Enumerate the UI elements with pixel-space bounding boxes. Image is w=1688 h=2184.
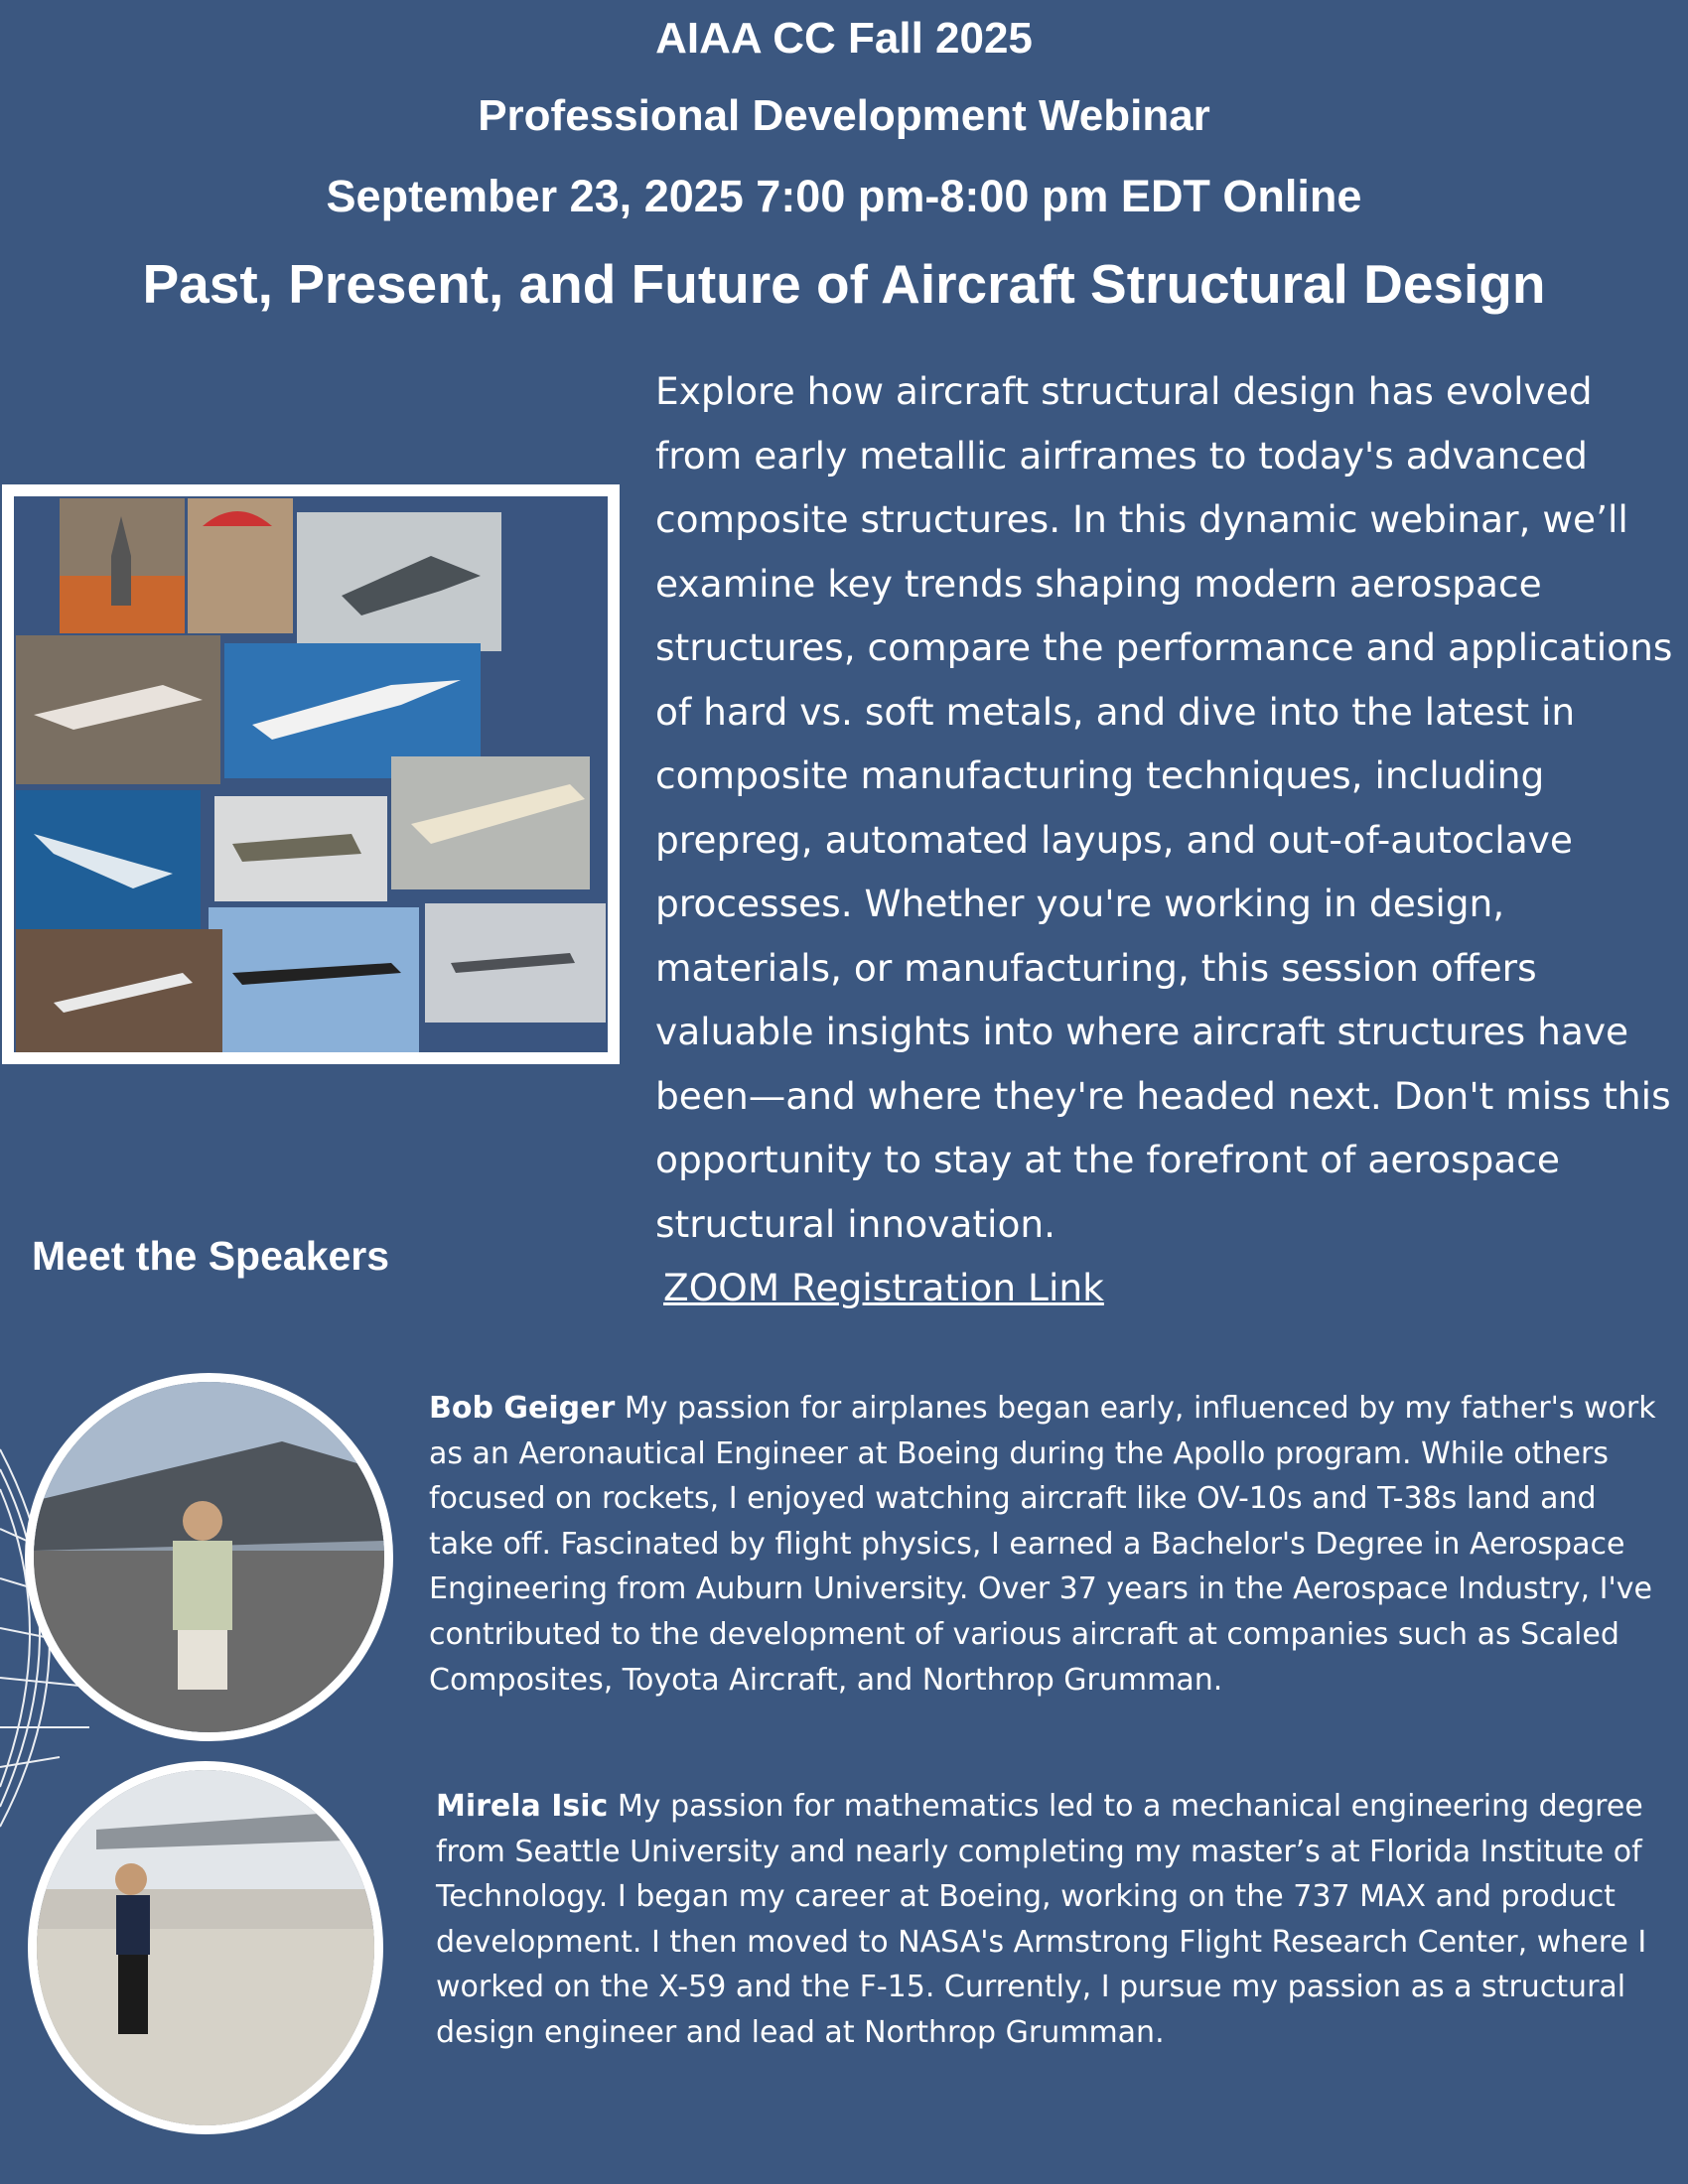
speaker-photo-mirela-isic <box>28 1761 383 2134</box>
event-datetime: September 23, 2025 7:00 pm-8:00 pm EDT Online <box>326 171 1362 221</box>
speakers-heading: Meet the Speakers <box>32 1233 390 1279</box>
speaker-photo-bob-geiger <box>25 1373 393 1741</box>
aircraft-collage-image <box>2 484 620 1064</box>
speaker-bio-mirela-isic <box>436 1784 1677 2056</box>
webinar-description: Explore how aircraft structural design has evolved from early metallic airframes to today's advanced composite structures. In this dynamic webinar, we’ll examine key trends shaping modern aerospace structures, compare the performance and applications of hard vs. soft metals, and dive into the latest in composite manufacturing techniques, including prepreg, automated layups, and out-of-autoclave processes. Whether you're working in design, materials, or manufacturing, this session offers valuable insights into where aircraft structures have been—and where they're headed next. Don't miss this opportunity to stay at the forefront of aerospace structural innovation. <box>655 369 1673 1246</box>
webinar-description-block <box>655 359 1678 1320</box>
speaker-bio-text: My passion for mathematics led to a mechanical engineering degree from Seattle University and nearly completing my master’s at Florida Institute of Technology. I began my career at Boeing, working on the 737 MAX and product development. I then moved to NASA's Armstrong Flight Research Center, where I worked on the X-59 and the F-15. Currently, I pursue my passion as a structural design engineer and lead at Northrop Grumman. <box>436 1789 1647 2050</box>
speaker-name: Bob Geiger <box>429 1391 616 1426</box>
event-name: AIAA CC Fall 2025 <box>655 14 1033 63</box>
speaker-name: Mirela Isic <box>436 1789 609 1824</box>
speaker-bio-bob-geiger <box>429 1386 1670 1703</box>
aircraft-collage-graphic <box>14 496 608 1052</box>
zoom-registration-link[interactable]: ZOOM Registration Link <box>663 1266 1104 1309</box>
speaker-bio-text: My passion for airplanes began early, influenced by my father's work as an Aeronautical Engineer at Boeing during the Apollo program. While others focused on rockets, I enjoyed watching aircraft like OV-10s and T-38s land and take off. Fascinated by flight physics, I earned a Bachelor's Degree in Aerospace Engineering from Auburn University. Over 37 years in the Aerospace Industry, I've contributed to the development of various aircraft at companies such as Scaled Composites, Toyota Aircraft, and Northrop Grumman. <box>429 1391 1656 1698</box>
event-type: Professional Development Webinar <box>478 91 1210 140</box>
webinar-title: Past, Present, and Future of Aircraft Structural Design <box>142 253 1546 315</box>
